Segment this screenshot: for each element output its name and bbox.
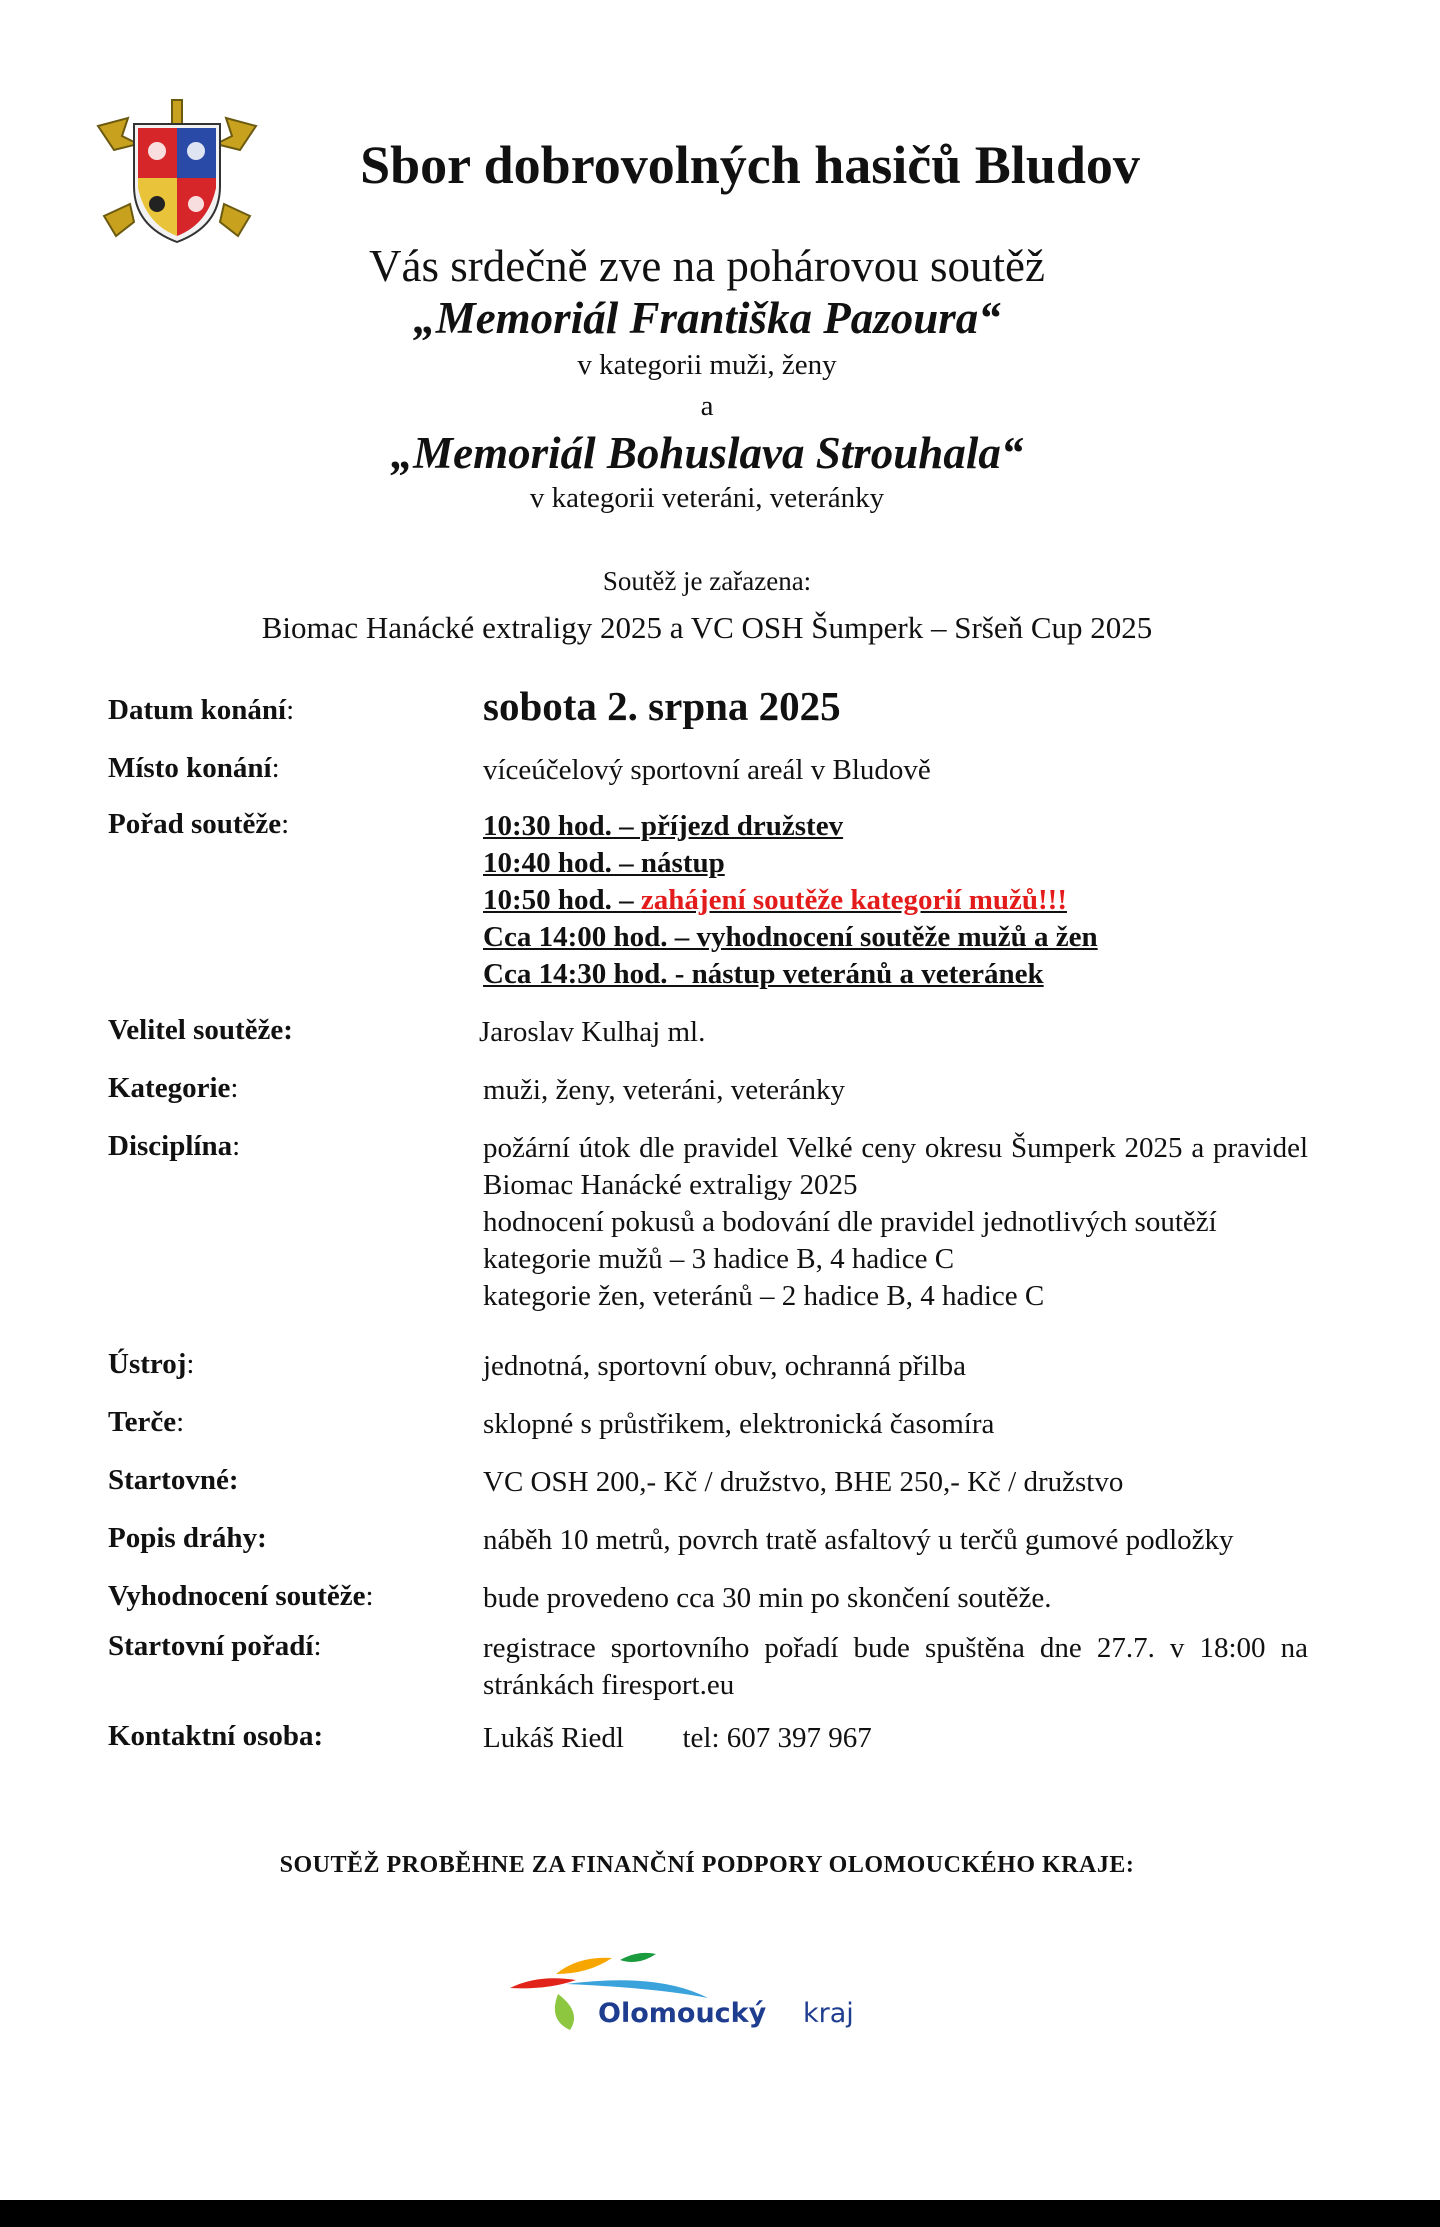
date-label: Datum konání: — [108, 694, 295, 726]
bottom-bar — [0, 2200, 1440, 2227]
memorial-title-1: „Memoriál Františka Pazoura“ — [413, 293, 1001, 343]
included-text: Biomac Hanácké extraligy 2025 a VC OSH Šumperk – Sršeň Cup 2025 — [261, 610, 1153, 645]
schedule-item: Cca 14:30 hod. - nástup veteránů a veteránek — [483, 958, 1044, 990]
included-label: Soutěž je zařazena: — [602, 566, 812, 596]
discipline-line: kategorie žen, veteránů – 2 hadice B, 4 hadice C — [483, 1280, 1045, 1312]
track-value: náběh 10 metrů, povrch tratě asfaltový u terčů gumové podložky — [483, 1524, 1234, 1556]
contact-phone: tel: 607 397 967 — [682, 1722, 872, 1754]
date-value: sobota 2. srpna 2025 — [483, 683, 841, 729]
memorial-1-category: v kategorii muži, ženy — [577, 349, 837, 381]
discipline-line: kategorie mužů – 3 hadice B, 4 hadice C — [483, 1243, 955, 1275]
categories-value: muži, ženy, veteráni, veteránky — [483, 1074, 846, 1106]
track-label: Popis dráhy: — [108, 1522, 267, 1554]
order-label: Startovní pořadí: — [108, 1630, 322, 1662]
discipline-label: Disciplína: — [108, 1130, 241, 1162]
discipline-line: hodnocení pokusů a bodování dle pravidel jednotlivých soutěží — [483, 1206, 1217, 1238]
uniform-label: Ústroj: — [108, 1348, 195, 1380]
olomoucky-kraj-logo — [508, 1950, 928, 2040]
categories-label: Kategorie: — [108, 1072, 239, 1104]
fee-label: Startovné: — [108, 1464, 239, 1496]
schedule-item: 10:40 hod. – nástup — [483, 847, 725, 879]
discipline-value — [483, 1130, 1308, 1315]
organization-title: Sbor dobrovolných hasičů Bludov — [360, 135, 1140, 195]
schedule-label: Pořad soutěže: — [108, 808, 290, 840]
place-value: víceúčelový sportovní areál v Bludově — [483, 754, 931, 786]
evaluation-value: bude provedeno cca 30 min po skončení soutěže. — [483, 1582, 1052, 1614]
fee-value: VC OSH 200,- Kč / družstvo, BHE 250,- Kč / družstvo — [483, 1466, 1124, 1498]
commander-value: Jaroslav Kulhaj ml. — [479, 1016, 706, 1048]
discipline-rule: požární útok dle pravidel Velké ceny okresu Šumperk 2025 a pravidel Biomac Hanácké extraligy 2025 — [483, 1132, 1308, 1201]
targets-value: sklopné s průstřikem, elektronická časomíra — [483, 1408, 995, 1440]
logo-word-2: kraj — [803, 1998, 854, 2029]
schedule-highlight: zahájení soutěže kategorií mužů!!! — [640, 884, 1067, 916]
invite-line: Vás srdečně zve na pohárovou soutěž — [369, 241, 1045, 291]
contact-value — [483, 1720, 1308, 1757]
schedule-list — [483, 808, 1308, 993]
evaluation-label: Vyhodnocení soutěže: — [108, 1580, 374, 1612]
contact-name: Lukáš Riedl — [483, 1722, 624, 1754]
memorial-2-category: v kategorii veteráni, veteránky — [529, 482, 885, 514]
schedule-item: Cca 14:00 hod. – vyhodnocení soutěže mužů a žen — [483, 921, 1098, 953]
memorial-title-2: „Memoriál Bohuslava Strouhala“ — [390, 428, 1024, 478]
schedule-item: 10:50 hod. – zahájení soutěže kategorií mužů!!! — [483, 884, 1067, 916]
place-label: Místo konání: — [108, 752, 280, 784]
support-statement: SOUTĚŽ PROBĚHNE ZA FINANČNÍ PODPORY OLOMOUCKÉHO KRAJE: — [279, 1852, 1135, 1878]
logo-word-1: Olomoucký — [598, 1998, 767, 2029]
targets-label: Terče: — [108, 1406, 185, 1438]
contact-label: Kontaktní osoba: — [108, 1720, 324, 1752]
uniform-value: jednotná, sportovní obuv, ochranná přilba — [483, 1350, 966, 1382]
order-value: registrace sportovního pořadí bude spuštěna dne 27.7. v 18:00 na stránkách firesport.eu — [483, 1632, 1308, 1701]
commander-label: Velitel soutěže: — [108, 1014, 293, 1046]
schedule-item: 10:30 hod. – příjezd družstev — [483, 810, 844, 842]
conjunction: a — [700, 390, 714, 422]
